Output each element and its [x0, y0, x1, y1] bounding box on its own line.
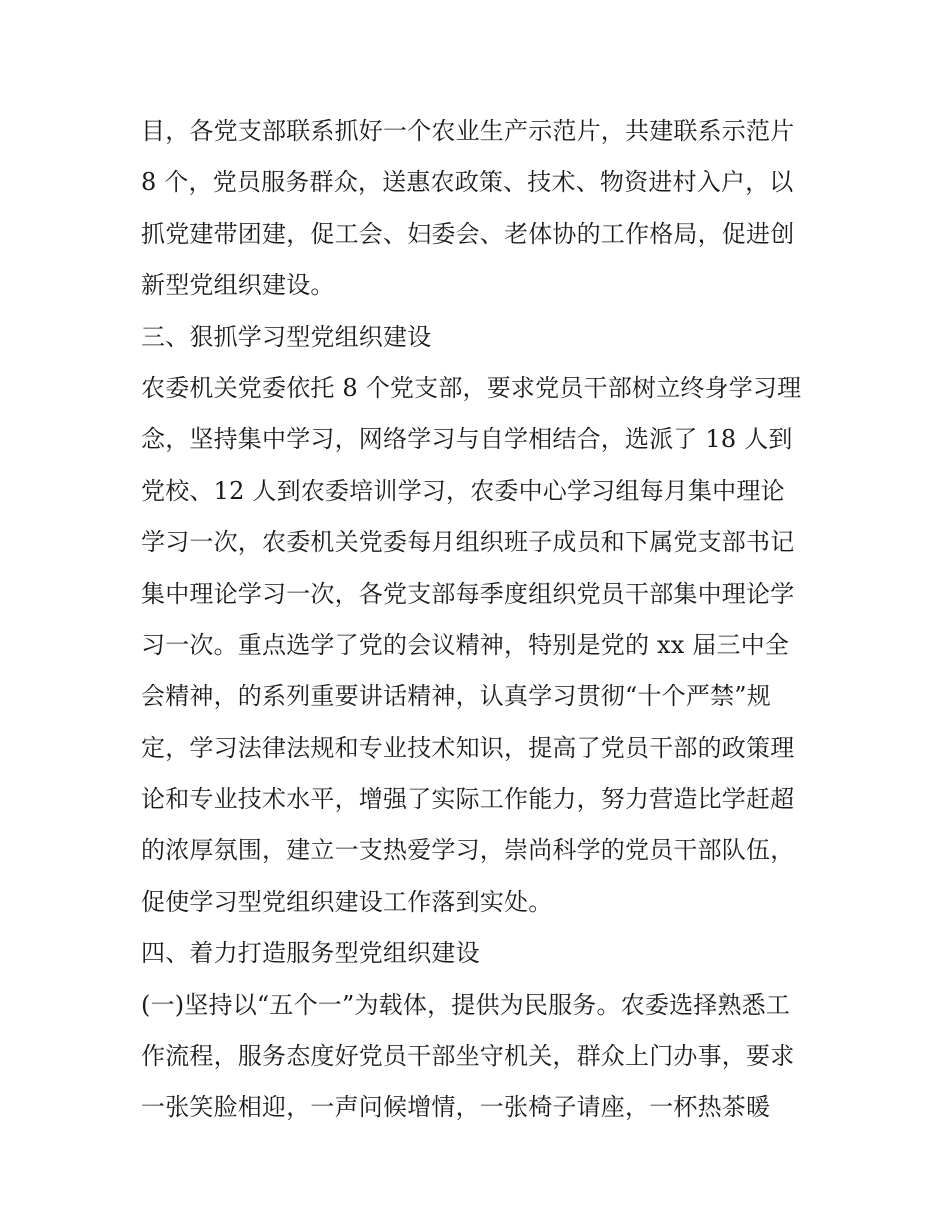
- section-heading: 四、着力打造服务型党组织建设: [141, 939, 480, 968]
- body-text-line: 作流程，服务态度好党员干部坐守机关，群众上门办事，要求: [141, 1042, 795, 1071]
- body-text-line: 论和专业技术水平，增强了实际工作能力，努力营造比学赶超: [141, 785, 795, 814]
- body-text-line: 的浓厚氛围，建立一支热爱学习，崇尚科学的党员干部队伍，: [141, 836, 795, 865]
- body-text-line: 8 个，党员服务群众，送惠农政策、技术、物资进村入户，以: [141, 168, 794, 197]
- body-text-line: 集中理论学习一次，各党支部每季度组织党员干部集中理论学: [141, 579, 795, 608]
- body-text-line: 农委机关党委依托 8 个党支部，要求党员干部树立终身学习理: [141, 373, 802, 402]
- section-heading: 三、狠抓学习型党组织建设: [141, 322, 432, 351]
- body-text-line: 促使学习型党组织建设工作落到实处。: [141, 887, 553, 916]
- body-text-line: 党校、12 人到农委培训学习，农委中心学习组每月集中理论: [141, 476, 785, 505]
- body-text-line: 学习一次，农委机关党委每月组织班子成员和下属党支部书记: [141, 528, 795, 557]
- body-text-line: 目，各党支部联系抓好一个农业生产示范片，共建联系示范片: [141, 117, 795, 145]
- body-text-line: (一)坚持以“五个一”为载体，提供为民服务。农委选择熟悉工: [141, 990, 791, 1019]
- body-text-line: 习一次。重点选学了党的会议精神，特别是党的 xx 届三中全: [141, 630, 790, 659]
- body-text-line: 会精神，的系列重要讲话精神，认真学习贯彻“十个严禁”规: [141, 682, 771, 711]
- body-text-line: 定，学习法律法规和专业技术知识，提高了党员干部的政策理: [141, 733, 795, 762]
- body-text-line: 念，坚持集中学习，网络学习与自学相结合，选派了 18 人到: [141, 425, 793, 454]
- body-text-line: 新型党组织建设。: [141, 271, 335, 300]
- body-text-line: 一张笑脸相迎，一声问候增情，一张椅子请座，一杯热茶暖: [141, 1093, 771, 1122]
- body-text-line: 抓党建带团建，促工会、妇委会、老体协的工作格局，促进创: [141, 219, 795, 248]
- document-body: [141, 106, 821, 1134]
